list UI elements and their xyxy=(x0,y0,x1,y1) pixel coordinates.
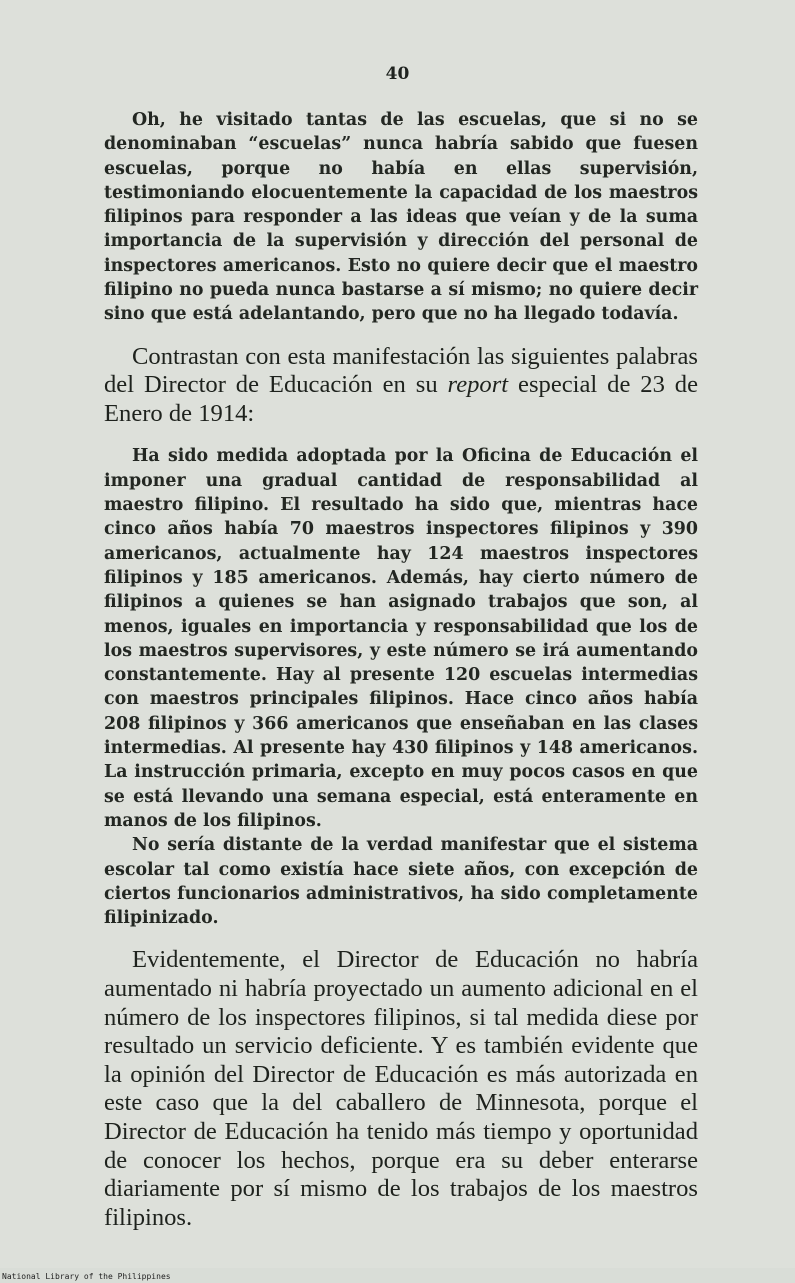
page-number: 40 xyxy=(385,64,410,84)
paragraph-2 xyxy=(104,343,698,429)
paragraph-3: Evidentemente, el Director de Educación no habría aumentado ni habría proyectado un aumento adicional en el número de los inspectores filipinos, si tal medida diese por resultado un servicio deficiente. Y es también evidente que la opinión del Director de Educación es más autorizada en este caso que la del caballero de Minnesota, porque el Director de Educación ha tenido más tiempo y oportunidad de conocer los hechos, porque era su deber enterarse diariamente por sí mismo de los trabajos de los maestros filipinos. xyxy=(104,946,698,1231)
paragraph-1: Oh, he visitado tantas de las escuelas, que si no se denominaban “escuelas” nunca habría sabido que fuesen escuelas, porque no había en ellas supervisión, testimoniando elocuentemente la capacidad de los maestros filipinos para responder a las ideas que veían y de la suma importancia de la supervisión y dirección del personal de inspectores americanos. Esto no quiere decir que el maestro filipino no pueda nunca bastarse a sí mismo; no quiere decir sino que está adelantando, pero que no ha llegado todavía. xyxy=(104,110,698,325)
quote-paragraph-1: Ha sido medida adoptada por la Oficina de Educación el imponer una gradual cantidad de responsabilidad al maestro filipino. El resultado ha sido que, mientras hace cinco años había 70 maestros inspectores filipinos y 390 americanos, actualmente hay 124 maestros inspectores filipinos y 185 americanos. Además, hay cierto número de filipinos a quienes se han asignado trabajos que son, al menos, iguales en importancia y responsabilidad que los de los maestros supervisores, y este número se irá aumentando constantemente. Hay al presente 120 escuelas intermedias con maestros principales filipinos. Hace cinco años había 208 filipinos y 366 americanos que enseñaban en las clases intermedias. Al presente hay 430 filipinos y 148 americanos. La instrucción primaria, excepto en muy pocos casos en que se está llevando una semana especial, está enteramente en manos de los filipinos. xyxy=(104,446,698,831)
paragraph-2-italic: report xyxy=(447,371,509,399)
paragraph-2-end: especial de 23 de Enero de 1914: xyxy=(104,371,698,427)
quote-paragraph-2: No sería distante de la verdad manifestar que el sistema escolar tal como existía hace siete años, con excepción de ciertos funcionarios administrativos, ha sido completamente filipinizado. xyxy=(104,835,698,929)
paragraph-2-text: Contrastan con esta manifestación las siguientes palabras del Director de Educación en su xyxy=(104,342,698,399)
page-body xyxy=(104,108,698,1232)
library-footer: National Library of the Philippines xyxy=(2,1272,171,1281)
